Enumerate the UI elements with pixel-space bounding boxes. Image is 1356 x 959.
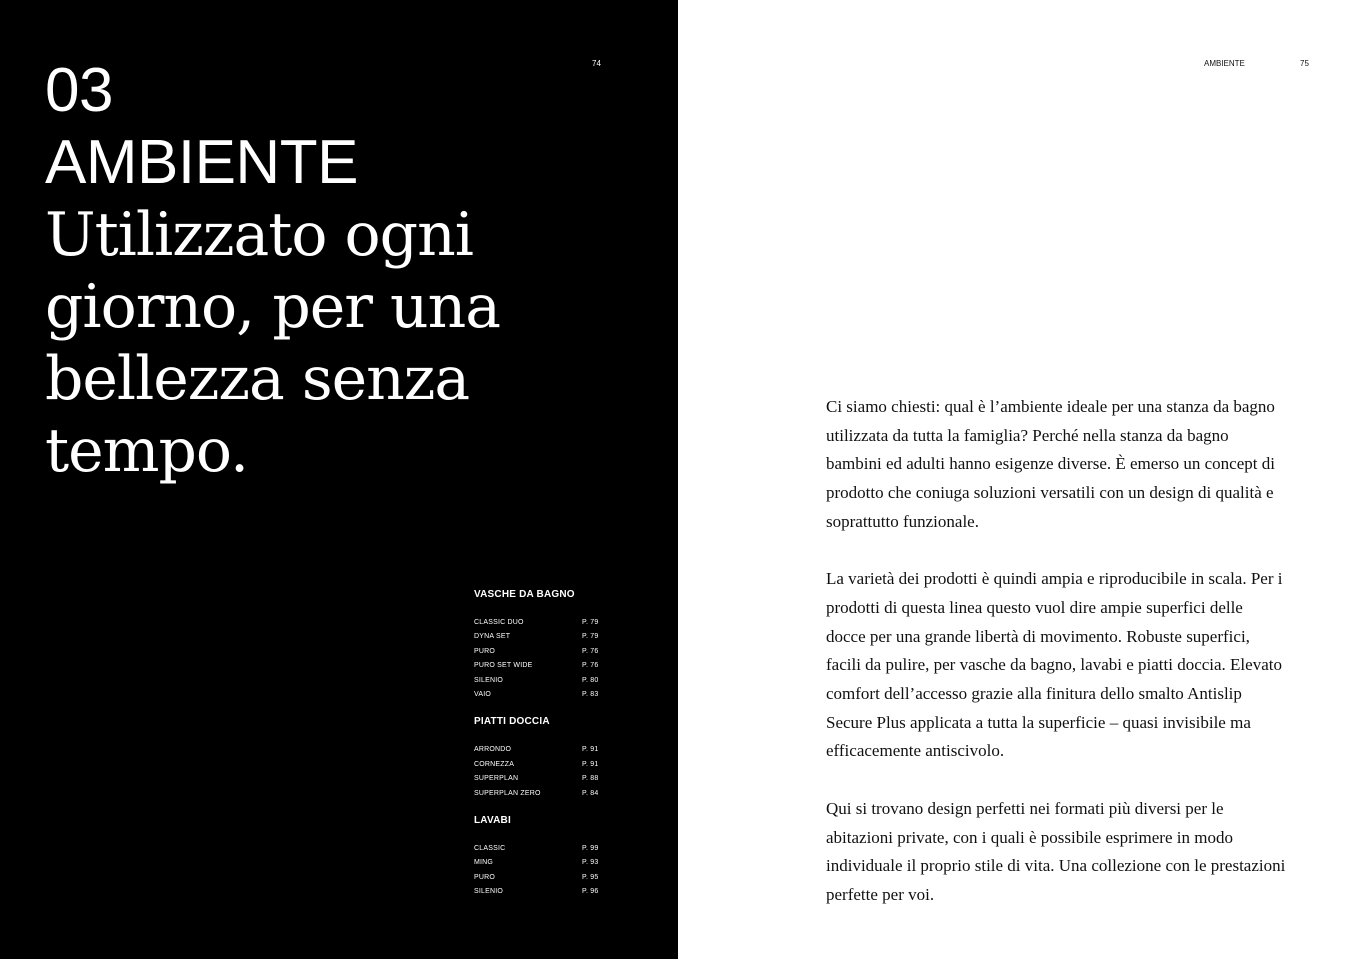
index-entry-page: P. 93	[582, 859, 599, 867]
body-paragraph: La varietà dei prodotti è quindi ampia e riproducibile in scala. Per i prodotti di questa linea questo vuol dire ampie superfici delle docce per una grande libertà di movimento. Robuste superfici, facili da pulire, per vasche da bagno, lavabi e piatti doccia. Elevato comfort dell’accesso grazie alla finitura dello smalto Antislip Secure Plus applicata a tutta la superficie – quasi invisibile ma efficacemente antiscivolo.	[826, 569, 1283, 761]
chapter-tagline: Utilizzato ogni giorno, per una bellezza senza tempo.	[45, 200, 501, 486]
index-entry	[474, 674, 614, 688]
index-entry-name: PURO	[474, 873, 496, 881]
index-entry	[474, 772, 614, 786]
index-entry	[474, 659, 614, 673]
index-entry	[474, 885, 614, 899]
body-paragraph: Ci siamo chiesti: qual è l’ambiente ideale per una stanza da bagno utilizzata da tutta la famiglia? Perché nella stanza da bagno bambini ed adulti hanno esigenze diverse. È emerso un concept di prodotto che coniuga soluzioni versatili con un design di qualità e soprattutto funzionale.	[826, 397, 1275, 531]
index-entry	[474, 688, 614, 702]
index-entry-name: MING	[474, 859, 494, 867]
index-entry-name: CLASSIC DUO	[474, 619, 524, 626]
index-entry-page: P. 91	[582, 760, 599, 768]
index-entry-page: P. 91	[582, 746, 599, 754]
body-text	[826, 393, 1286, 938]
page-number-right: 75	[1300, 59, 1309, 68]
index-entry-page: P. 88	[582, 775, 599, 783]
index-entry	[474, 616, 614, 630]
index-entry-page: P. 76	[582, 662, 599, 670]
index-entry-name: PURO SET WIDE	[474, 662, 533, 670]
right-page	[678, 0, 1356, 959]
index-entry-name: DYNA SET	[474, 633, 511, 641]
index-entry-page: P. 79	[582, 633, 599, 641]
index-entry-page: P. 79	[582, 619, 599, 626]
index-entry	[474, 787, 614, 801]
index-entry-page: P. 96	[582, 888, 599, 896]
index-entry-name: SUPERPLAN	[474, 775, 519, 783]
index-group	[474, 812, 614, 900]
index-entry	[474, 856, 614, 870]
index-entry	[474, 645, 614, 659]
index-entry-page: P. 95	[582, 873, 599, 881]
index-group	[474, 586, 614, 702]
chapter-heading	[45, 55, 605, 487]
index-entry-name: CLASSIC	[474, 844, 506, 852]
index-entry-name: SILENIO	[474, 676, 504, 684]
index-entry-name: VAIO	[474, 690, 492, 698]
index-entry-name: SILENIO	[474, 888, 504, 896]
index-group	[474, 713, 614, 801]
index-entry	[474, 630, 614, 644]
index-entry-page: P. 84	[582, 789, 599, 797]
index-entry-name: CORNEZZA	[474, 760, 515, 768]
index-entry-page: P. 80	[582, 676, 599, 684]
index-entry-page: P. 76	[582, 647, 599, 655]
product-index	[474, 586, 614, 910]
index-entry-page: P. 83	[582, 690, 599, 698]
index-entry	[474, 743, 614, 757]
index-group-title: LAVABI	[474, 814, 511, 826]
index-entry-name: SUPERPLAN ZERO	[474, 789, 541, 797]
index-entry-name: PURO	[474, 647, 496, 655]
index-entry	[474, 842, 614, 856]
index-group-title: VASCHE DA BAGNO	[474, 589, 575, 600]
index-entry-name: ARRONDO	[474, 746, 512, 754]
index-entry-page: P. 99	[582, 844, 599, 852]
running-head: AMBIENTE	[1204, 59, 1245, 68]
chapter-number: 03	[45, 56, 113, 125]
body-paragraph: Qui si trovano design perfetti nei formati più diversi per le abitazioni private, con i quali è possibile esprimere in modo individuale il proprio stile di vita. Una collezione con le prestazioni perfette per voi.	[826, 798, 1286, 904]
index-group-title: PIATTI DOCCIA	[474, 716, 550, 728]
index-entry	[474, 871, 614, 885]
index-entry	[474, 758, 614, 772]
chapter-title: AMBIENTE	[45, 128, 358, 197]
page-number-left: 74	[592, 59, 601, 68]
